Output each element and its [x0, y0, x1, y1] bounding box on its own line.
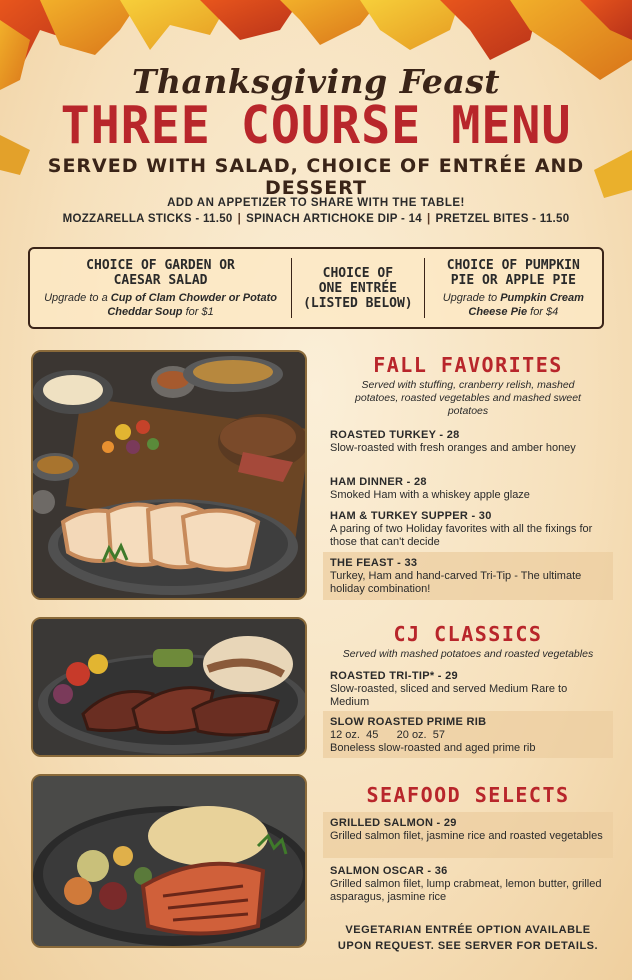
menu-item — [323, 505, 613, 553]
vegetarian-note-line: UPON REQUEST. SEE SERVER FOR DETAILS. — [337, 940, 599, 952]
vegetarian-note-line: VEGETARIAN ENTRÉE OPTION AVAILABLE — [345, 924, 591, 936]
menu-item-featured — [323, 552, 613, 600]
course-choices-box — [28, 247, 604, 329]
item-sizes: 12 oz. 45 20 oz. 57 — [330, 729, 445, 741]
course-title-line: CAESAR SALAD — [113, 272, 208, 288]
upgrade-price: for $4 — [527, 305, 559, 318]
appetizer-item: SPINACH ARTICHOKE DIP - 14 — [246, 213, 422, 225]
item-name: HAM & TURKEY SUPPER - 30 — [330, 510, 492, 522]
course-entree — [292, 266, 424, 311]
item-name: SALMON OSCAR - 36 — [330, 865, 448, 877]
fall-favorites-title: FALL FAVORITES — [373, 353, 563, 377]
item-name: THE FEAST - 33 — [330, 557, 418, 569]
course-title-line: CHOICE OF GARDEN OR — [86, 257, 235, 273]
item-desc: Slow-roasted, sliced and served Medium Rare to Medium — [330, 683, 568, 708]
course-title — [298, 266, 418, 311]
appetizer-list — [0, 213, 632, 225]
course-title-line: (LISTED BELOW) — [303, 295, 413, 311]
cj-classics-desc: Served with mashed potatoes and roasted vegetables — [342, 648, 594, 660]
menu-item — [323, 471, 613, 506]
upgrade-item: Cup of Clam Chowder or Potato Cheddar Soup — [107, 291, 277, 318]
cj-classics-photo — [31, 617, 307, 757]
upgrade-prefix: Upgrade to — [442, 291, 501, 304]
item-desc: Smoked Ham with a whiskey apple glaze — [330, 489, 530, 501]
seafood-photo — [31, 774, 307, 948]
course-salad — [30, 258, 291, 319]
appetizer-item: PRETZEL BITES - 11.50 — [435, 213, 570, 225]
course-title-line: CHOICE OF PUMPKIN — [446, 257, 580, 273]
course-title-line: CHOICE OF — [322, 265, 394, 281]
item-desc: Grilled salmon filet, lump crabmeat, lemon butter, grilled asparagus, jasmine rice — [330, 878, 602, 903]
upgrade-prefix: Upgrade to a — [44, 291, 111, 304]
upgrade-price: for $1 — [182, 305, 214, 318]
main-title: THREE COURSE MENU — [60, 96, 572, 156]
item-desc: Slow-roasted with fresh oranges and amber honey — [330, 442, 576, 454]
course-upgrade — [431, 291, 596, 319]
item-name: SLOW ROASTED PRIME RIB — [330, 716, 487, 728]
separator: | — [237, 213, 242, 225]
menu-item — [323, 665, 613, 713]
item-name: ROASTED TRI-TIP* - 29 — [330, 670, 458, 682]
appetizer-heading: ADD AN APPETIZER TO SHARE WITH THE TABLE! — [167, 197, 465, 209]
item-name: HAM DINNER - 28 — [330, 476, 427, 488]
menu-item-featured — [323, 711, 613, 758]
menu-subtitle: SERVED WITH SALAD, CHOICE OF ENTRÉE AND DESSERT — [47, 155, 585, 199]
menu-item-featured — [323, 812, 613, 858]
seafood-title: SEAFOOD SELECTS — [366, 783, 570, 807]
item-desc: A paring of two Holiday favorites with all the fixings for those that can't decide — [330, 523, 593, 548]
item-name: ROASTED TURKEY - 28 — [330, 429, 460, 441]
item-desc: Turkey, Ham and hand-carved Tri-Tip - The ultimate holiday combination! — [330, 570, 582, 595]
menu-item — [323, 424, 613, 459]
item-desc: Boneless slow-roasted and aged prime rib — [330, 742, 536, 754]
course-title — [36, 258, 285, 288]
course-upgrade — [36, 291, 285, 319]
course-title-line: ONE ENTRÉE — [318, 280, 397, 296]
course-title-line: PIE OR APPLE PIE — [450, 272, 576, 288]
appetizer-item: MOZZARELLA STICKS - 11.50 — [62, 213, 233, 225]
item-name: GRILLED SALMON - 29 — [330, 817, 457, 829]
fall-favorites-desc: Served with stuffing, cranberry relish, mashed potatoes, roasted vegetables and mashed sweet potatoes — [355, 379, 581, 417]
vegetarian-note — [323, 922, 613, 954]
upgrade-item: Pumpkin Cream Cheese Pie — [468, 291, 584, 318]
course-title — [431, 258, 596, 288]
item-desc: Grilled salmon filet, jasmine rice and roasted vegetables — [330, 830, 603, 842]
separator: | — [426, 213, 431, 225]
script-title: Thanksgiving Feast — [131, 62, 501, 101]
fall-favorites-photo — [31, 350, 307, 600]
course-dessert — [425, 258, 602, 319]
cj-classics-title: CJ CLASSICS — [393, 622, 543, 646]
menu-item — [323, 860, 613, 908]
